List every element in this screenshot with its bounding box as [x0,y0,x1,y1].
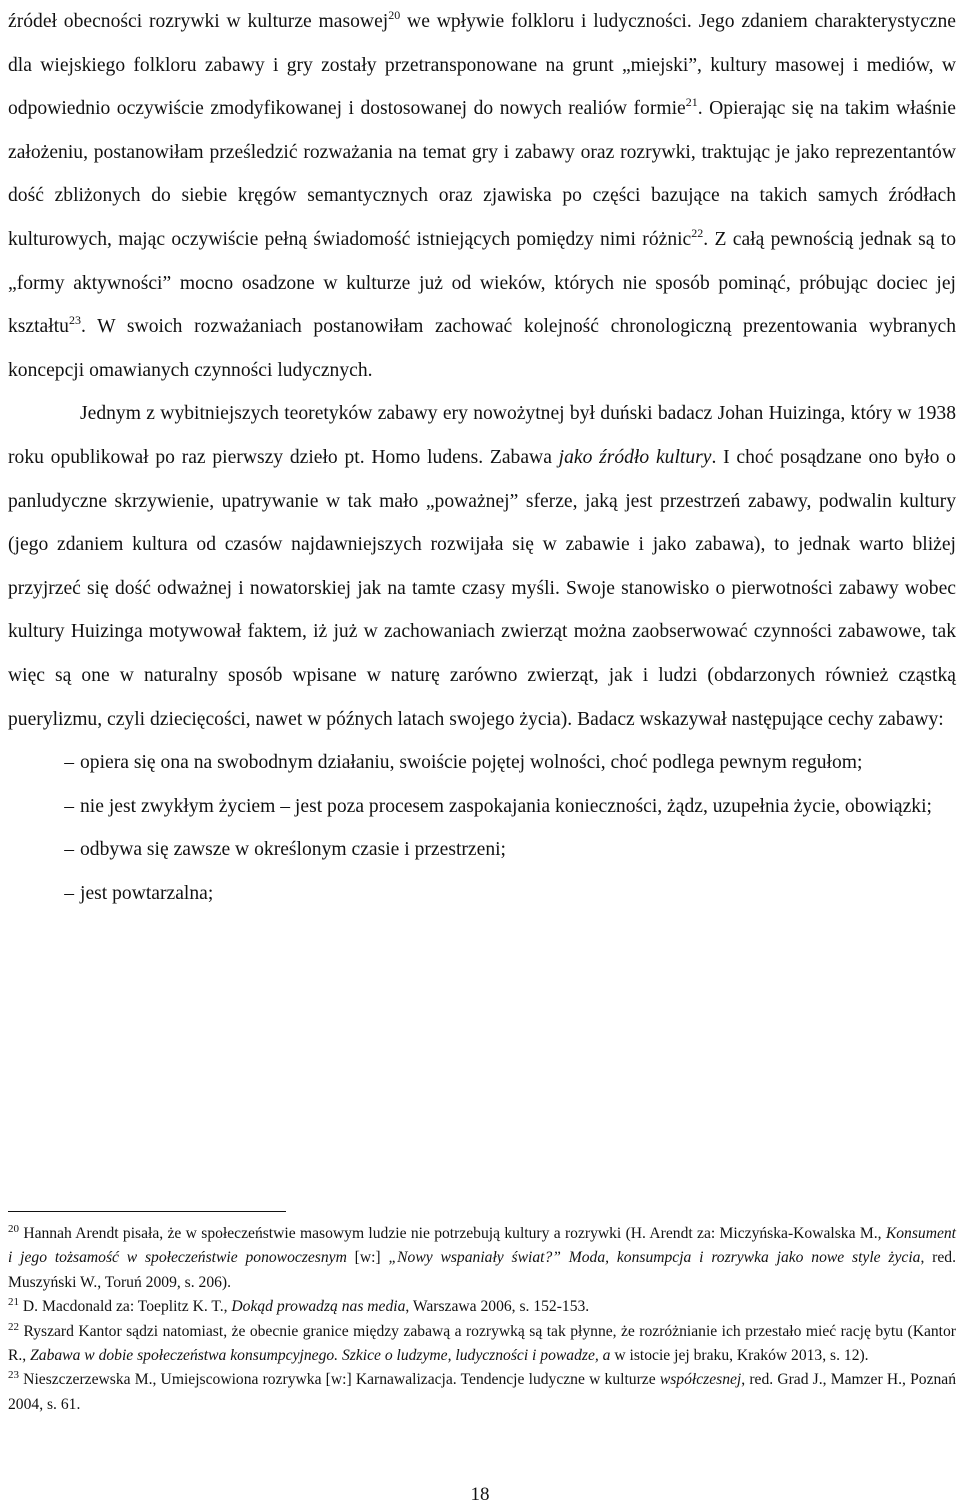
footnote: $^{23}$ Nieszczerzewska M., Umiejscowiona rozrywka [w:] Karnawalizacja. Tendencje ludyczne w kulturze współczesnej, red. Grad J., Mamzer H., Poznań 2004, s. 61. [8,1369,956,1413]
footnote-separator [8,1211,286,1212]
footnotes [8,1222,956,1417]
list-item: – odbywa się zawsze w określonym czasie i przestrzeni; [8,828,956,872]
paragraph: źródeł obecności rozrywki w kulturze masowej$^{20}$ we wpływie folkloru i ludyczności. Jego zdaniem charakterystyczne dla wiejskiego folkloru zabawy i gry zostały przetransponowane na grunt „miejski”, kultury masowej i mediów, w odpowiednio oczywiście zmodyfikowanej i dostosowanej do nowych realiów formie$^{21}$. Opierając się na takim właśnie założeniu, postanowiłam prześledzić rozważania na temat gry i zabawy oraz rozrywki, traktując je jako reprezentantów dość zbliżonych do siebie kręgów semantycznych oraz zjawiska po części bazujące na takich samych źródłach kulturowych, mając oczywiście pełną świadomość istniejących pomiędzy nimi różnic$^{22}$. Z całą pewnością jednak są to „formy aktywności” mocno osadzone w kulturze już od wieków, których nie sposób pominąć, próbując dociec jej kształtu$^{23}$. W swoich rozważaniach postanowiłam zachować kolejność chronologiczną prezentowania wybranych koncepcji omawianych czynności ludycznych. [8,8,957,381]
list-item: – nie jest zwykłym życiem – jest poza procesem zaspokajania konieczności, żądz, uzupełnia życie, obowiązki; [8,785,956,829]
footnote: $^{22}$ Ryszard Kantor sądzi natomiast, że obecnie granice między zabawą a rozrywką są tak płynne, że rozróżnianie ich przestało mieć rację bytu (Kantor R., Zabawa w dobie społeczeństwa konsumpcyjnego. Szkice o ludzyme, ludyczności i powadze, a w istocie jej braku, Kraków 2013, s. 12). [8,1320,956,1365]
feature-list [8,741,956,915]
footnote-ref[interactable]: 22 [691,225,704,240]
dash-bullet: – [64,882,74,904]
book-title: jako źródło kultury [558,446,712,468]
dash-bullet: – [64,795,74,817]
list-item: – opiera się ona na swobodnym działaniu, swoiście pojętej wolności, choć podlega pewnym regułom; [8,741,956,785]
footnote: $^{20}$ Hannah Arendt pisała, że w społeczeństwie masowym ludzie nie potrzebują kultury a rozrywki (H. Arendt za: Miczyńska-Kowalska M., Konsument i jego tożsamość w społeczeństwie ponowoczesnym [w:] „Nowy wspaniały świat?” Moda, konsumpcja i rozrywka jako nowe style życia, red. Muszyński W., Toruń 2009, s. 206). [8,1223,956,1291]
dash-bullet: – [64,752,74,774]
footnote-ref[interactable]: 21 [685,95,698,110]
dash-bullet: – [64,839,74,861]
footnote-ref[interactable]: 20 [388,8,401,22]
footnote: $^{21}$ D. Macdonald za: Toeplitz K. T., Dokąd prowadzą nas media, Warszawa 2006, s. 152-153. [8,1296,590,1316]
document-body [8,0,956,915]
footnote-ref[interactable]: 23 [68,313,81,328]
page-number: 18 [470,1484,490,1505]
paragraph: Jednym z wybitniejszych teoretyków zabawy ery nowożytnej był duński badacz Johan Huizinga, który w 1938 roku opublikował po raz pierwszy dzieło pt. Homo ludens. Zabawa jako źródło kultury. I choć posądzane ono było o panludyczne skrzywienie, upatrywanie w tak mało „poważnej” sferze, jaką jest przestrzeń zabawy, podwalin kultury (jego zdaniem kultura od czasów najdawniejszych rozwijała się w zabawie i jako zabawa), to jednak warto bliżej przyjrzeć się dość odważnej i nowatorskiej jak na tamte czasy myśli. Swoje stanowisko o pierwotności zabawy wobec kultury Huizinga motywował faktem, iż już w zachowaniach zwierząt można zaobserwować czynności zabawowe, tak więc są one w naturalny sposób wpisane w naturę zarówno zwierząt, jak i ludzi (obdarzonych również cząstką puerylizmu, czyli dziecięcości, nawet w późnych latach swojego życia). Badacz wskazywał następujące cechy zabawy: [8,403,956,730]
list-item: – jest powtarzalna; [8,872,956,916]
